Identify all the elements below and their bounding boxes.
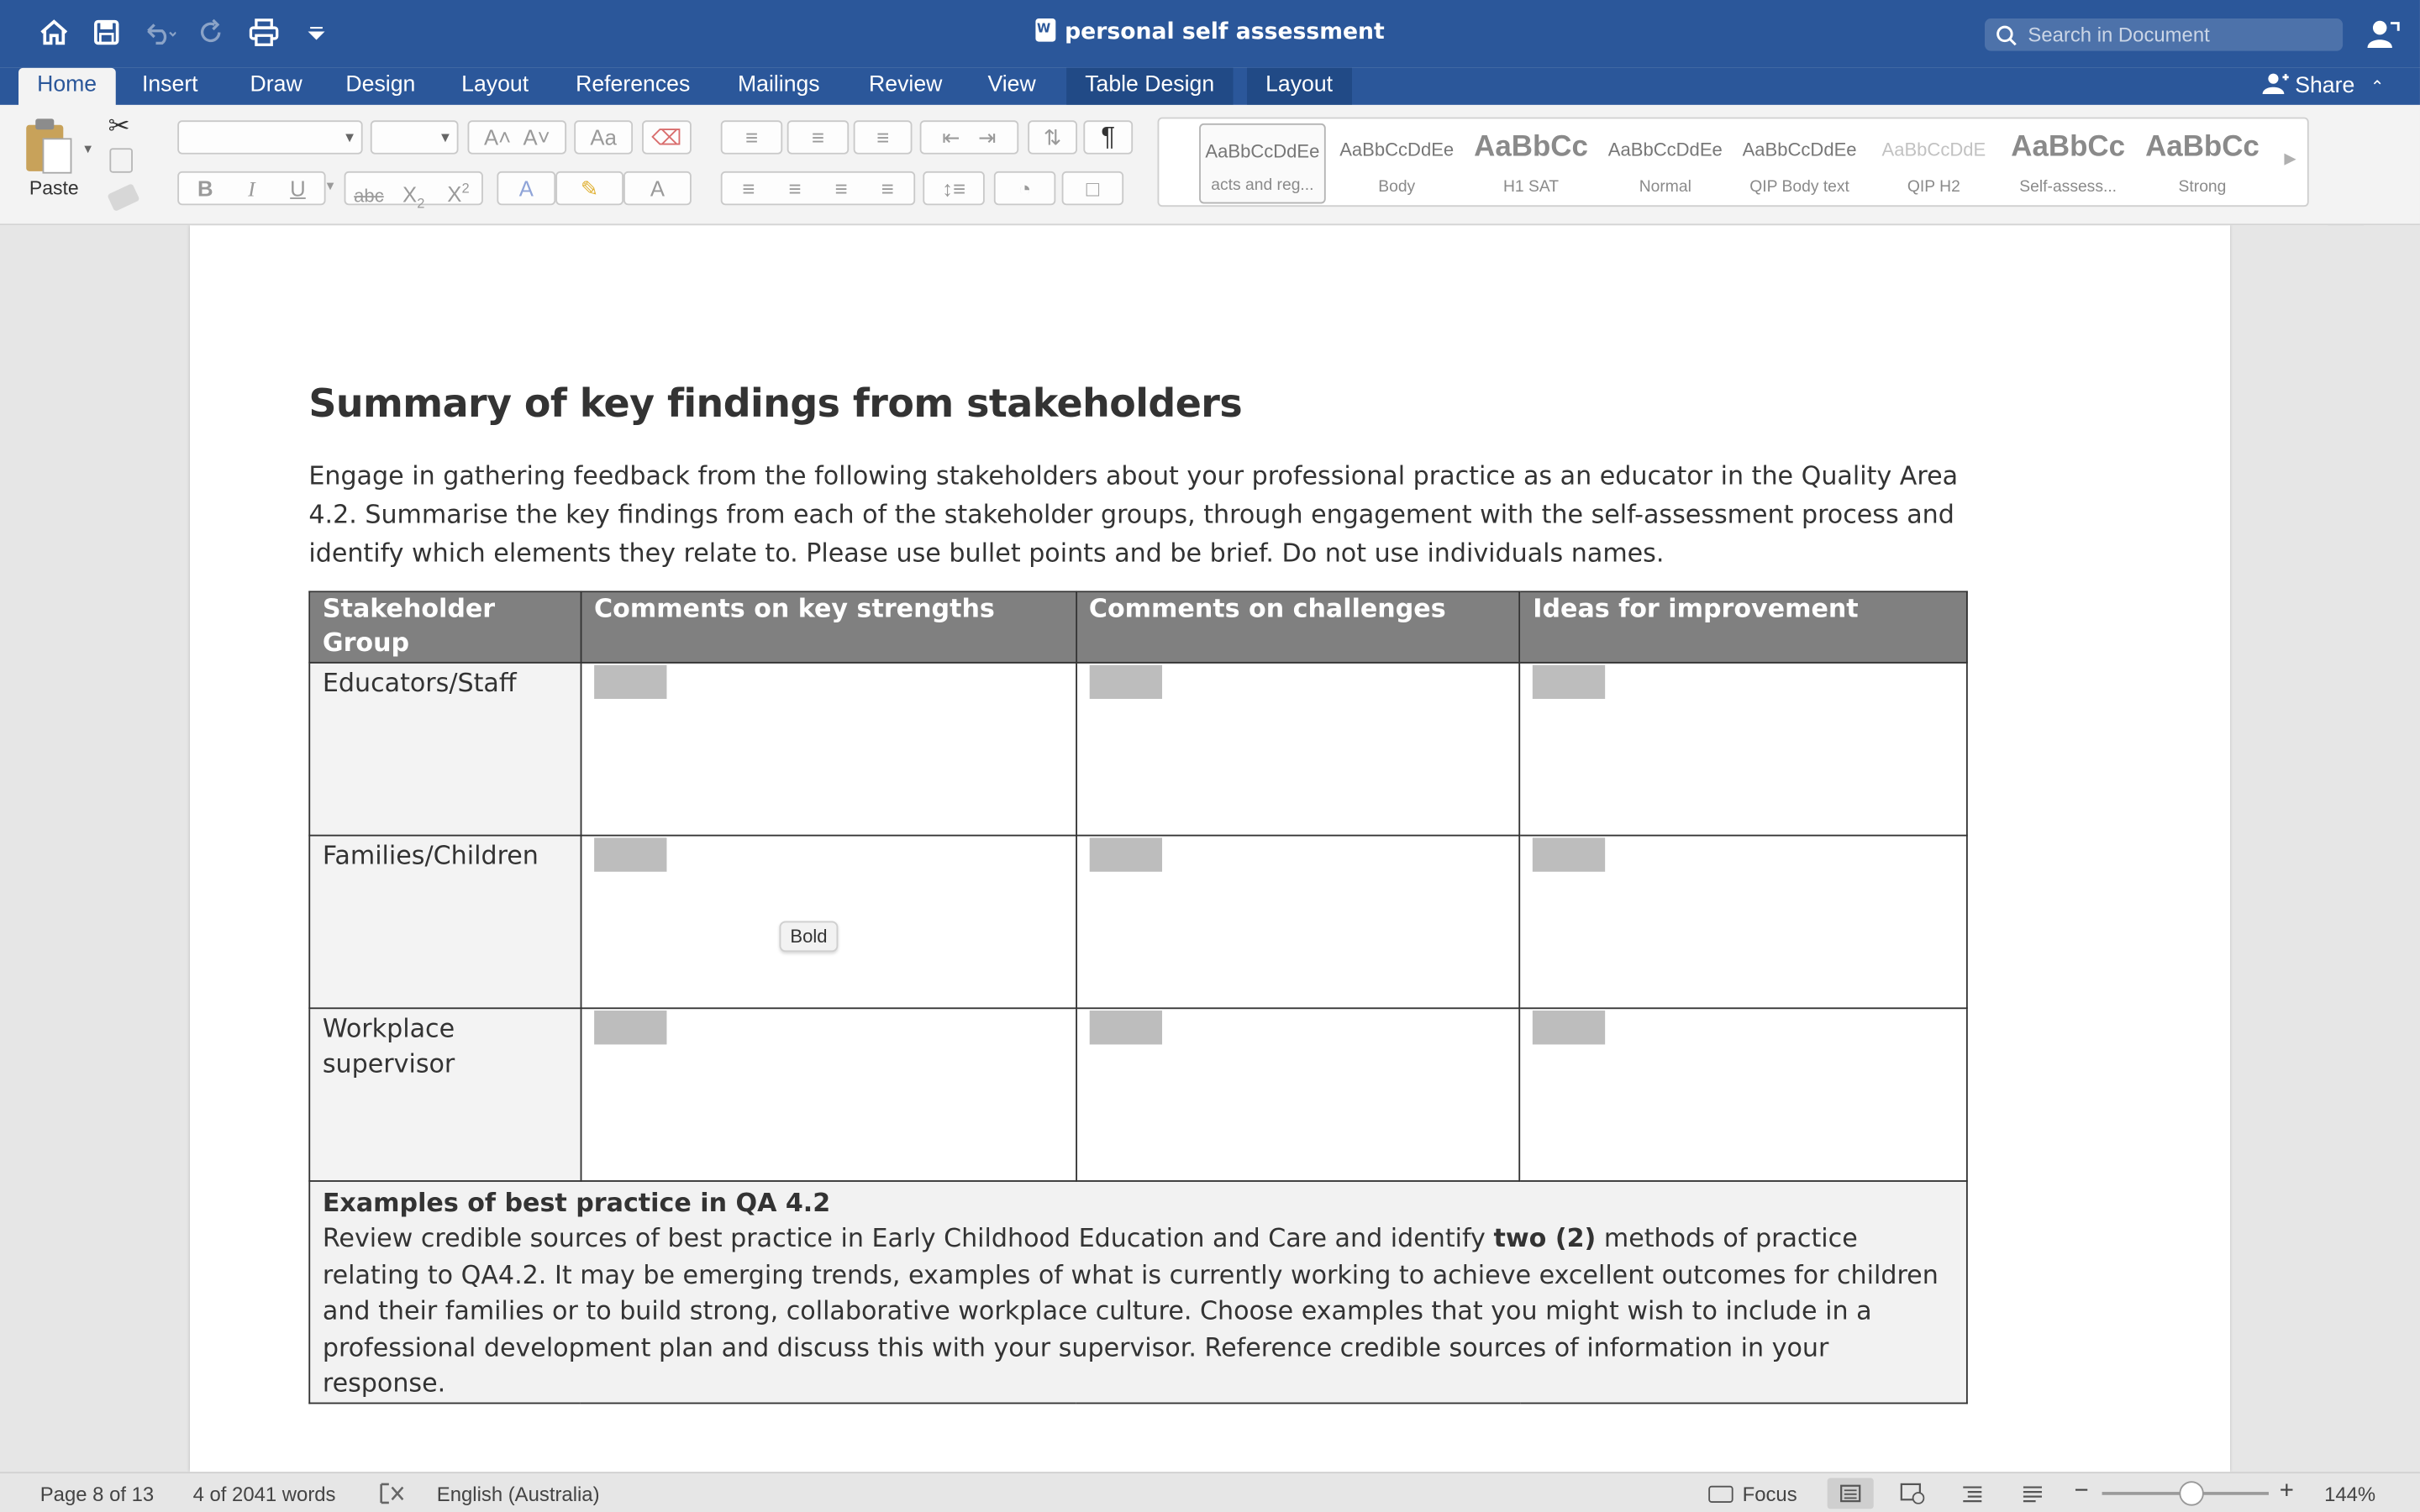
- subscript-button[interactable]: $X_2$: [402, 181, 425, 211]
- tooltip-bold: Bold: [780, 921, 839, 953]
- tab-view[interactable]: View: [987, 72, 1036, 97]
- shrink-font-icon[interactable]: A˅: [523, 124, 550, 150]
- style-preview: AaBbCc: [2145, 131, 2260, 164]
- search-icon: [1996, 24, 2020, 56]
- cell-challenges[interactable]: [1076, 663, 1519, 836]
- web-layout-view-icon[interactable]: [1889, 1478, 1935, 1509]
- style-preview: AaBbCcDdEe: [1205, 140, 1320, 162]
- style-qip-body-text[interactable]: [1736, 123, 1863, 204]
- ribbon-tabs: [0, 68, 2420, 105]
- paste-dropdown-icon[interactable]: ▼: [82, 141, 94, 156]
- borders-icon: □: [1086, 176, 1100, 201]
- sort-icon: ⇅: [1043, 124, 1062, 150]
- search-placeholder: Search in Document: [2028, 23, 2210, 47]
- style-name: QIP Body text: [1749, 177, 1849, 197]
- tab-design[interactable]: Design: [345, 72, 416, 97]
- tab-insert[interactable]: Insert: [141, 72, 198, 97]
- borders-button[interactable]: [1062, 171, 1123, 205]
- table-row: [309, 836, 1967, 1009]
- focus-label: Focus: [1742, 1483, 1797, 1506]
- show-formatting-button[interactable]: [1083, 120, 1133, 154]
- tab-home[interactable]: Home: [18, 68, 115, 107]
- paint-bucket-icon: ◔: [1018, 176, 1032, 201]
- grow-shrink-font-buttons[interactable]: [468, 120, 567, 154]
- change-case-icon: Aa: [590, 124, 617, 150]
- italic-button[interactable]: I: [248, 179, 255, 202]
- document-area: [0, 225, 2420, 1472]
- chevron-down-icon: ▼: [342, 129, 357, 145]
- form-field[interactable]: [1089, 665, 1161, 699]
- text-effects-icon: A: [518, 176, 534, 201]
- increase-indent-icon[interactable]: ⇥: [978, 124, 997, 150]
- cut-icon[interactable]: ✂: [108, 111, 130, 141]
- clipboard-icon: [24, 118, 76, 176]
- cell-challenges[interactable]: [1076, 836, 1519, 1009]
- bold-italic-underline-group: [177, 171, 325, 205]
- numbering-button[interactable]: [787, 120, 849, 154]
- examples-bold: two (2): [1493, 1224, 1597, 1254]
- zoom-level[interactable]: 144%: [2324, 1483, 2376, 1506]
- tab-table-layout[interactable]: Layout: [1247, 68, 1351, 105]
- grow-font-icon[interactable]: A˄: [483, 124, 512, 150]
- align-right-icon[interactable]: ≡: [834, 176, 848, 201]
- form-field[interactable]: [1533, 665, 1605, 699]
- style-name: acts and reg...: [1211, 176, 1314, 195]
- style-name: Self-assess...: [2019, 177, 2118, 197]
- cell-strengths[interactable]: [581, 1008, 1076, 1181]
- style-preview: AaBbCcDdE: [1881, 139, 1986, 161]
- word-doc-icon: [1035, 18, 1055, 42]
- change-case-button[interactable]: [574, 120, 633, 154]
- page-count[interactable]: Page 8 of 13: [39, 1483, 155, 1506]
- title-bar: [0, 0, 2420, 68]
- examples-text-b: methods of practice relating to QA4.2. It may be emerging trends, examples of what is currently working to achieve excellent outcomes for children and their families or to build strong, collaborative workplace culture. Choose examples that you might wish to include in a professional development plan and discuss this with your supervisor. Reference credible sources of information in your response.: [322, 1224, 1939, 1399]
- style-h1-sat[interactable]: [1468, 123, 1595, 204]
- font-name-select[interactable]: [177, 120, 362, 154]
- bullet-list-icon: ≡: [744, 124, 758, 150]
- draft-view-icon[interactable]: [2009, 1478, 2055, 1509]
- tab-table-design[interactable]: Table Design: [1066, 68, 1233, 105]
- style-preview: AaBbCc: [2011, 131, 2126, 164]
- underline-dropdown-icon[interactable]: ▼: [324, 179, 337, 193]
- form-field[interactable]: [1533, 837, 1605, 871]
- row-label-educators[interactable]: Educators/Staff: [309, 663, 581, 836]
- line-spacing-button[interactable]: [923, 171, 984, 205]
- decrease-indent-icon[interactable]: ⇤: [942, 124, 960, 150]
- document-title-text: personal self assessment: [1065, 19, 1385, 45]
- style-name: H1 SAT: [1502, 177, 1560, 197]
- header-challenges[interactable]: Comments on challenges: [1076, 591, 1519, 662]
- examples-text: [323, 1221, 1954, 1402]
- strikethrough-button[interactable]: abc: [354, 184, 384, 207]
- account-icon[interactable]: [2366, 18, 2400, 57]
- style-preview: AaBbCc: [1474, 131, 1588, 164]
- section-heading: Summary of key findings from stakeholders: [308, 381, 1243, 426]
- tab-mailings[interactable]: Mailings: [737, 72, 820, 97]
- page: [190, 225, 2230, 1472]
- outline-view-icon[interactable]: [1949, 1478, 1996, 1509]
- strike-sub-sup-group: [345, 171, 483, 211]
- header-ideas-improvement[interactable]: Ideas for improvement: [1520, 591, 1967, 662]
- form-field[interactable]: [1089, 1011, 1161, 1044]
- paste-label: Paste: [29, 177, 79, 199]
- focus-icon: [1708, 1486, 1733, 1503]
- line-spacing-icon: ↕≡: [942, 176, 965, 201]
- highlighter-icon: ✎: [580, 176, 599, 201]
- style-name: Body: [1378, 177, 1416, 197]
- style-self-assess[interactable]: [2005, 123, 2132, 204]
- alignment-group: [721, 171, 915, 205]
- form-field[interactable]: [594, 665, 666, 699]
- style-name: Strong: [2178, 177, 2227, 197]
- style-name: QIP H2: [1907, 177, 1960, 197]
- focus-button[interactable]: [1708, 1483, 1797, 1506]
- form-field[interactable]: [1533, 1011, 1605, 1044]
- chevron-down-icon: ▼: [438, 129, 453, 145]
- styles-gallery: [1158, 118, 2309, 207]
- zoom-slider-thumb[interactable]: [2179, 1481, 2203, 1505]
- examples-text-a: Review credible sources of best practice in Early Childhood Education and Care and identify: [322, 1224, 1494, 1254]
- justify-icon[interactable]: ≡: [881, 176, 894, 201]
- multilevel-list-button[interactable]: [854, 120, 913, 154]
- ribbon: [0, 105, 2420, 225]
- highlight-button[interactable]: [555, 171, 623, 205]
- header-stakeholder-group[interactable]: Stakeholder Group: [309, 591, 581, 662]
- cell-improvement[interactable]: [1520, 1008, 1967, 1181]
- examples-row: [309, 1181, 1967, 1404]
- table-row: [309, 1008, 1967, 1181]
- word-count[interactable]: 4 of 2041 words: [192, 1483, 336, 1506]
- cell-improvement[interactable]: [1520, 663, 1967, 836]
- cell-strengths[interactable]: [581, 663, 1076, 836]
- cell-improvement[interactable]: [1520, 836, 1967, 1009]
- bold-button[interactable]: B: [197, 176, 213, 201]
- print-layout-view-icon[interactable]: [1828, 1478, 1874, 1509]
- font-color-icon: A: [650, 176, 666, 201]
- tab-review[interactable]: Review: [869, 72, 943, 97]
- pilcrow-icon: ¶: [1101, 122, 1116, 151]
- row-label-supervisor[interactable]: Workplace supervisor: [309, 1008, 581, 1181]
- style-qip-h2[interactable]: [1870, 123, 1997, 204]
- gallery-scroll-right-icon[interactable]: ▶: [2284, 150, 2296, 169]
- zoom-out-icon[interactable]: −: [2074, 1478, 2089, 1504]
- style-preview: AaBbCcDdEe: [1607, 139, 1723, 161]
- tab-layout[interactable]: Layout: [461, 72, 529, 97]
- examples-title: Examples of best practice in QA 4.2: [322, 1188, 831, 1218]
- zoom-in-icon[interactable]: +: [2279, 1478, 2294, 1504]
- format-painter-icon[interactable]: [107, 183, 139, 212]
- style-preview: AaBbCcDdEe: [1339, 139, 1455, 161]
- intro-paragraph[interactable]: Engage in gathering feedback from the following stakeholders about your professional practice as an educator in the Quality Area 4.2. Summarise the key findings from each of the stakeholder groups, through engagement with the self-assessment process and identify which elements they relate to. Please use bullet points and be brief. Do not use individuals names.: [308, 461, 1959, 568]
- bullets-button[interactable]: [721, 120, 782, 154]
- examples-cell[interactable]: [309, 1181, 1967, 1404]
- cell-challenges[interactable]: [1076, 1008, 1519, 1181]
- style-name: Normal: [1639, 177, 1691, 197]
- status-bar: [0, 1472, 2420, 1512]
- style-preview: AaBbCcDdEe: [1742, 139, 1857, 161]
- row-label-families[interactable]: Families/Children: [309, 836, 581, 1009]
- stakeholder-table: [308, 591, 1967, 1404]
- form-field[interactable]: [594, 1011, 666, 1044]
- align-left-icon[interactable]: ≡: [742, 176, 755, 201]
- language[interactable]: English (Australia): [436, 1483, 600, 1506]
- clear-formatting-button[interactable]: [642, 120, 692, 154]
- copy-icon[interactable]: [109, 148, 133, 172]
- share-label: Share: [2295, 74, 2355, 99]
- underline-button[interactable]: U: [290, 176, 306, 201]
- eraser-icon: ⌫: [651, 124, 682, 150]
- align-center-icon[interactable]: ≡: [788, 176, 802, 201]
- style-normal[interactable]: [1602, 123, 1728, 204]
- indent-buttons[interactable]: [920, 120, 1019, 154]
- font-color-button[interactable]: [623, 171, 692, 205]
- text-effects-button[interactable]: [497, 171, 555, 205]
- shading-button[interactable]: [994, 171, 1055, 205]
- header-key-strengths[interactable]: Comments on key strengths: [581, 591, 1076, 662]
- share-button[interactable]: [2261, 72, 2385, 98]
- style-strong[interactable]: [2139, 123, 2266, 204]
- tab-references[interactable]: References: [576, 72, 691, 97]
- proofing-icon[interactable]: [380, 1483, 408, 1509]
- font-size-select[interactable]: [371, 120, 459, 154]
- form-field[interactable]: [594, 837, 666, 871]
- collapse-ribbon-icon[interactable]: ⌃: [2370, 78, 2385, 97]
- tab-draw[interactable]: Draw: [250, 72, 302, 97]
- form-field[interactable]: [1089, 837, 1161, 871]
- table-row: [309, 663, 1967, 836]
- superscript-button[interactable]: $X^2$: [447, 180, 470, 207]
- style-body[interactable]: [1334, 123, 1460, 204]
- multilevel-list-icon: ≡: [876, 124, 890, 150]
- numbered-list-icon: ≡: [811, 124, 824, 150]
- sort-button[interactable]: [1028, 120, 1077, 154]
- search-in-document-input[interactable]: [1985, 18, 2343, 51]
- table-header-row: [309, 591, 1967, 662]
- style-acts-and-reg[interactable]: [1199, 123, 1326, 204]
